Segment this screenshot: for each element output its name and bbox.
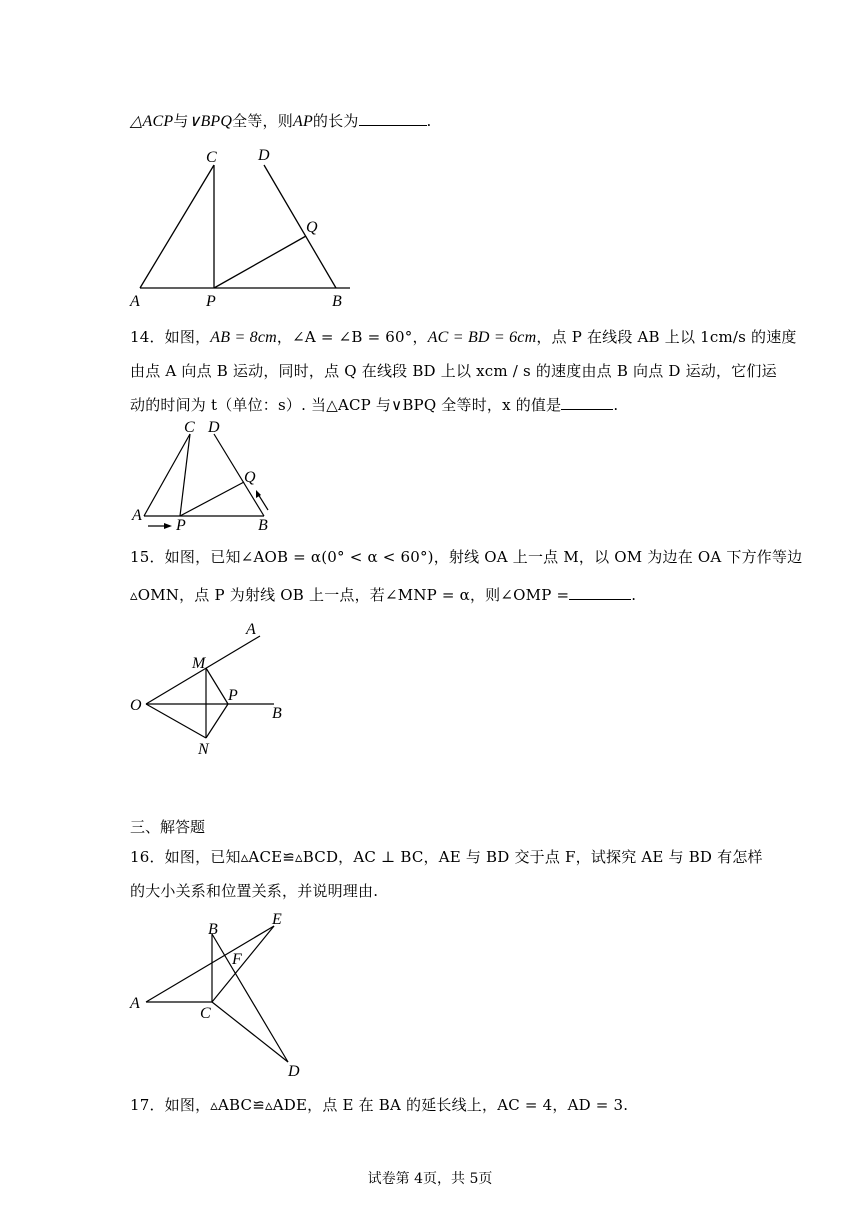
q13-text2: 的长为	[312, 112, 359, 130]
q14-line3	[130, 394, 618, 415]
fig13-label-a: A	[130, 293, 140, 310]
fig16-label-d: D	[288, 1063, 300, 1080]
q15-line2	[130, 584, 636, 605]
fig15-label-m: M	[192, 655, 206, 672]
fig16-label-a: A	[130, 995, 140, 1012]
q15-line2-text: ▵OMN，点 P 为射线 OB 上一点，若∠MNP = α，则∠OMP =	[130, 586, 570, 604]
q14-angle: ，∠A = ∠B = 60°，	[276, 328, 428, 346]
fig14-label-q: Q	[244, 469, 256, 486]
q14-acbd: AC = BD = 6cm	[427, 329, 537, 346]
fig13-label-b: B	[332, 293, 342, 310]
fig13-label-p: P	[206, 293, 216, 310]
q14-line2: 由点 A 向点 B 运动，同时，点 Q 在线段 BD 上以 xcm / s 的速度由点 B 向点 D 运动，它们运	[130, 362, 777, 380]
q13-conj: 与	[173, 112, 189, 130]
fig15-label-o: O	[130, 697, 142, 714]
q13-triangle-bpq: ∨BPQ	[188, 113, 233, 130]
q13-tail-line	[130, 110, 432, 131]
section-heading: 三、解答题	[130, 818, 206, 836]
figure-13	[120, 140, 360, 310]
fig14-label-d: D	[208, 419, 220, 436]
q15-answer-blank	[569, 585, 631, 600]
q13-end: .	[426, 112, 432, 130]
q14-answer-blank	[561, 395, 613, 410]
q16-line2: 的大小关系和位置关系，并说明理由.	[130, 882, 379, 900]
figure-15	[124, 616, 304, 760]
fig14-label-c: C	[184, 419, 195, 436]
fig14-label-p: P	[176, 517, 186, 534]
q13-triangle-acp: △ACP	[130, 113, 174, 130]
fig15-label-b: B	[272, 705, 282, 722]
fig14-label-b: B	[258, 517, 268, 534]
fig15-label-a: A	[246, 621, 256, 638]
q14-end: .	[613, 396, 619, 414]
fig15-label-n: N	[198, 741, 209, 758]
q15-line1: 15．如图，已知∠AOB = α(0° < α < 60°)，射线 OA 上一点 M，以 OM 为边在 OA 下方作等边	[130, 548, 803, 566]
q13-var-ap: AP	[292, 113, 313, 130]
page-footer: 试卷第 4页，共 5页	[367, 1171, 493, 1187]
fig13-label-d: D	[258, 147, 270, 164]
q13-answer-blank	[359, 111, 427, 126]
q17-line1: 17．如图，▵ABC≌▵ADE，点 E 在 BA 的延长线上，AC = 4，AD = 3.	[130, 1096, 629, 1114]
fig13-label-c: C	[206, 149, 217, 166]
figure-16	[124, 906, 314, 1082]
fig13-label-q: Q	[306, 219, 318, 236]
q15-end: .	[631, 586, 637, 604]
fig14-label-a: A	[132, 507, 142, 524]
q14-line3-text: 动的时间为 t（单位：s）. 当△ACP 与∨BPQ 全等时，x 的值是	[130, 396, 562, 414]
q14-line1	[130, 326, 797, 347]
fig15-label-p: P	[228, 687, 238, 704]
figure-14	[128, 418, 288, 534]
q14-number: 14．如图，	[130, 328, 211, 346]
q14-ab: AB = 8cm	[210, 329, 277, 346]
fig16-label-e: E	[272, 911, 282, 928]
q13-text: 全等，则	[232, 112, 293, 130]
q14-rest: ，点 P 在线段 AB 上以 1cm/s 的速度	[536, 328, 797, 346]
fig16-label-f: F	[232, 951, 242, 968]
q16-line1: 16．如图，已知▵ACE≌▵BCD，AC ⊥ BC，AE 与 BD 交于点 F，试探究 AE 与 BD 有怎样	[130, 848, 763, 866]
fig16-label-b: B	[208, 921, 218, 938]
fig16-label-c: C	[200, 1005, 211, 1022]
